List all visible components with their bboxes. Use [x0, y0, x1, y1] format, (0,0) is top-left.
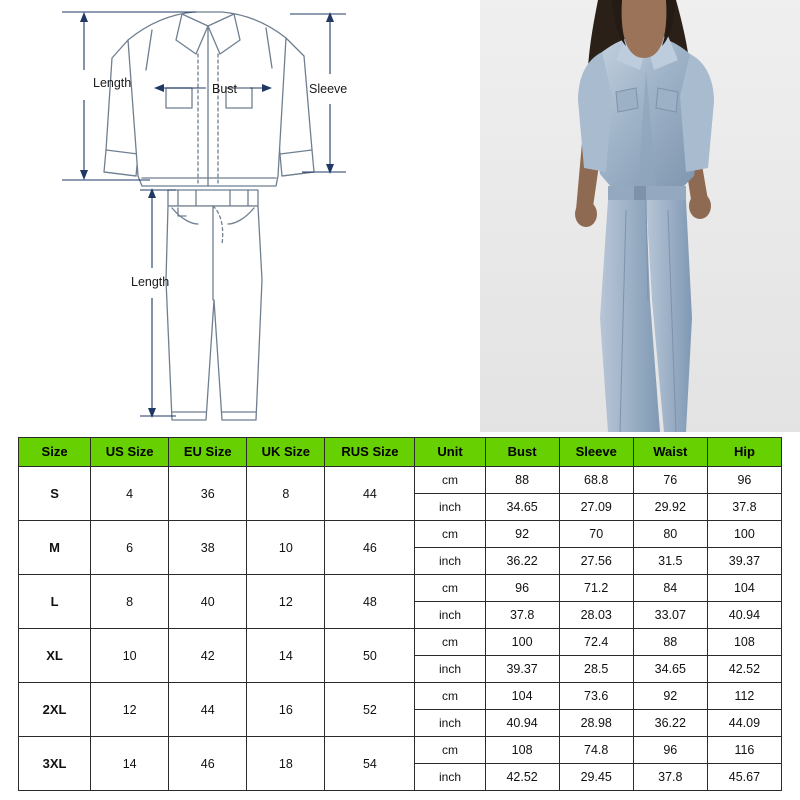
- cell-size: M: [19, 521, 91, 575]
- header-waist: Waist: [633, 438, 707, 467]
- cell-hip: 108: [707, 629, 781, 656]
- cell-bust: 100: [485, 629, 559, 656]
- table-row: [19, 521, 782, 548]
- cell-hip: 40.94: [707, 602, 781, 629]
- cell-sleeve: 73.6: [559, 683, 633, 710]
- cell-bust: 92: [485, 521, 559, 548]
- cell-hip: 45.67: [707, 764, 781, 791]
- cell-sleeve: 70: [559, 521, 633, 548]
- cell-hip: 37.8: [707, 494, 781, 521]
- cell-sleeve: 28.98: [559, 710, 633, 737]
- cell-rus-size: 50: [325, 629, 415, 683]
- model-photo-svg: [480, 0, 800, 432]
- table-row: [19, 629, 782, 656]
- cell-bust: 108: [485, 737, 559, 764]
- cell-size: 3XL: [19, 737, 91, 791]
- cell-uk-size: 14: [247, 629, 325, 683]
- cell-us-size: 4: [91, 467, 169, 521]
- cell-eu-size: 38: [169, 521, 247, 575]
- cell-unit: inch: [415, 494, 485, 521]
- header-sleeve: Sleeve: [559, 438, 633, 467]
- cell-waist: 31.5: [633, 548, 707, 575]
- header-size: Size: [19, 438, 91, 467]
- table-body: [19, 467, 782, 791]
- cell-uk-size: 10: [247, 521, 325, 575]
- cell-waist: 33.07: [633, 602, 707, 629]
- cell-rus-size: 48: [325, 575, 415, 629]
- cell-waist: 88: [633, 629, 707, 656]
- cell-uk-size: 8: [247, 467, 325, 521]
- cell-unit: cm: [415, 683, 485, 710]
- cell-unit: cm: [415, 629, 485, 656]
- cell-waist: 34.65: [633, 656, 707, 683]
- cell-unit: inch: [415, 656, 485, 683]
- cell-unit: cm: [415, 467, 485, 494]
- cell-sleeve: 27.09: [559, 494, 633, 521]
- header-unit: Unit: [415, 438, 485, 467]
- cell-unit: inch: [415, 764, 485, 791]
- cell-bust: 42.52: [485, 764, 559, 791]
- cell-rus-size: 46: [325, 521, 415, 575]
- cell-bust: 39.37: [485, 656, 559, 683]
- cell-rus-size: 44: [325, 467, 415, 521]
- cell-sleeve: 68.8: [559, 467, 633, 494]
- cell-us-size: 12: [91, 683, 169, 737]
- cell-sleeve: 28.5: [559, 656, 633, 683]
- size-chart-table: [18, 437, 782, 791]
- garment-diagram: [0, 0, 480, 432]
- cell-hip: 116: [707, 737, 781, 764]
- table-row: [19, 737, 782, 764]
- cell-bust: 40.94: [485, 710, 559, 737]
- cell-us-size: 6: [91, 521, 169, 575]
- table-header: [19, 438, 782, 467]
- cell-eu-size: 40: [169, 575, 247, 629]
- label-sleeve: Sleeve: [309, 82, 348, 96]
- cell-waist: 96: [633, 737, 707, 764]
- cell-unit: inch: [415, 710, 485, 737]
- cell-sleeve: 72.4: [559, 629, 633, 656]
- cell-waist: 36.22: [633, 710, 707, 737]
- cell-unit: cm: [415, 521, 485, 548]
- label-bust: Bust: [212, 82, 238, 96]
- cell-hip: 96: [707, 467, 781, 494]
- cell-size: S: [19, 467, 91, 521]
- header-us-size: US Size: [91, 438, 169, 467]
- table-header-row: [19, 438, 782, 467]
- cell-bust: 96: [485, 575, 559, 602]
- cell-bust: 37.8: [485, 602, 559, 629]
- cell-sleeve: 71.2: [559, 575, 633, 602]
- label-jacket-length: Length: [93, 76, 132, 90]
- table-row: [19, 683, 782, 710]
- cell-hip: 39.37: [707, 548, 781, 575]
- cell-sleeve: 74.8: [559, 737, 633, 764]
- garment-diagram-svg: [0, 0, 480, 432]
- header-rus-size: RUS Size: [325, 438, 415, 467]
- cell-rus-size: 52: [325, 683, 415, 737]
- cell-unit: inch: [415, 602, 485, 629]
- cell-uk-size: 16: [247, 683, 325, 737]
- cell-sleeve: 27.56: [559, 548, 633, 575]
- cell-eu-size: 42: [169, 629, 247, 683]
- header-hip: Hip: [707, 438, 781, 467]
- table-row: [19, 575, 782, 602]
- cell-eu-size: 46: [169, 737, 247, 791]
- label-pants-length: Length: [131, 275, 170, 289]
- cell-us-size: 8: [91, 575, 169, 629]
- model-photo: [480, 0, 800, 432]
- cell-waist: 29.92: [633, 494, 707, 521]
- cell-waist: 80: [633, 521, 707, 548]
- cell-size: XL: [19, 629, 91, 683]
- cell-unit: cm: [415, 575, 485, 602]
- cell-bust: 88: [485, 467, 559, 494]
- cell-eu-size: 44: [169, 683, 247, 737]
- header-eu-size: EU Size: [169, 438, 247, 467]
- table-row: [19, 467, 782, 494]
- cell-sleeve: 29.45: [559, 764, 633, 791]
- cell-bust: 34.65: [485, 494, 559, 521]
- cell-uk-size: 12: [247, 575, 325, 629]
- cell-us-size: 10: [91, 629, 169, 683]
- cell-hip: 104: [707, 575, 781, 602]
- cell-unit: inch: [415, 548, 485, 575]
- cell-bust: 104: [485, 683, 559, 710]
- cell-eu-size: 36: [169, 467, 247, 521]
- header-uk-size: UK Size: [247, 438, 325, 467]
- cell-hip: 112: [707, 683, 781, 710]
- cell-waist: 92: [633, 683, 707, 710]
- cell-waist: 37.8: [633, 764, 707, 791]
- cell-waist: 76: [633, 467, 707, 494]
- cell-hip: 42.52: [707, 656, 781, 683]
- cell-us-size: 14: [91, 737, 169, 791]
- cell-waist: 84: [633, 575, 707, 602]
- cell-sleeve: 28.03: [559, 602, 633, 629]
- cell-size: 2XL: [19, 683, 91, 737]
- cell-unit: cm: [415, 737, 485, 764]
- cell-rus-size: 54: [325, 737, 415, 791]
- cell-uk-size: 18: [247, 737, 325, 791]
- cell-hip: 44.09: [707, 710, 781, 737]
- cell-bust: 36.22: [485, 548, 559, 575]
- cell-hip: 100: [707, 521, 781, 548]
- cell-size: L: [19, 575, 91, 629]
- header-bust: Bust: [485, 438, 559, 467]
